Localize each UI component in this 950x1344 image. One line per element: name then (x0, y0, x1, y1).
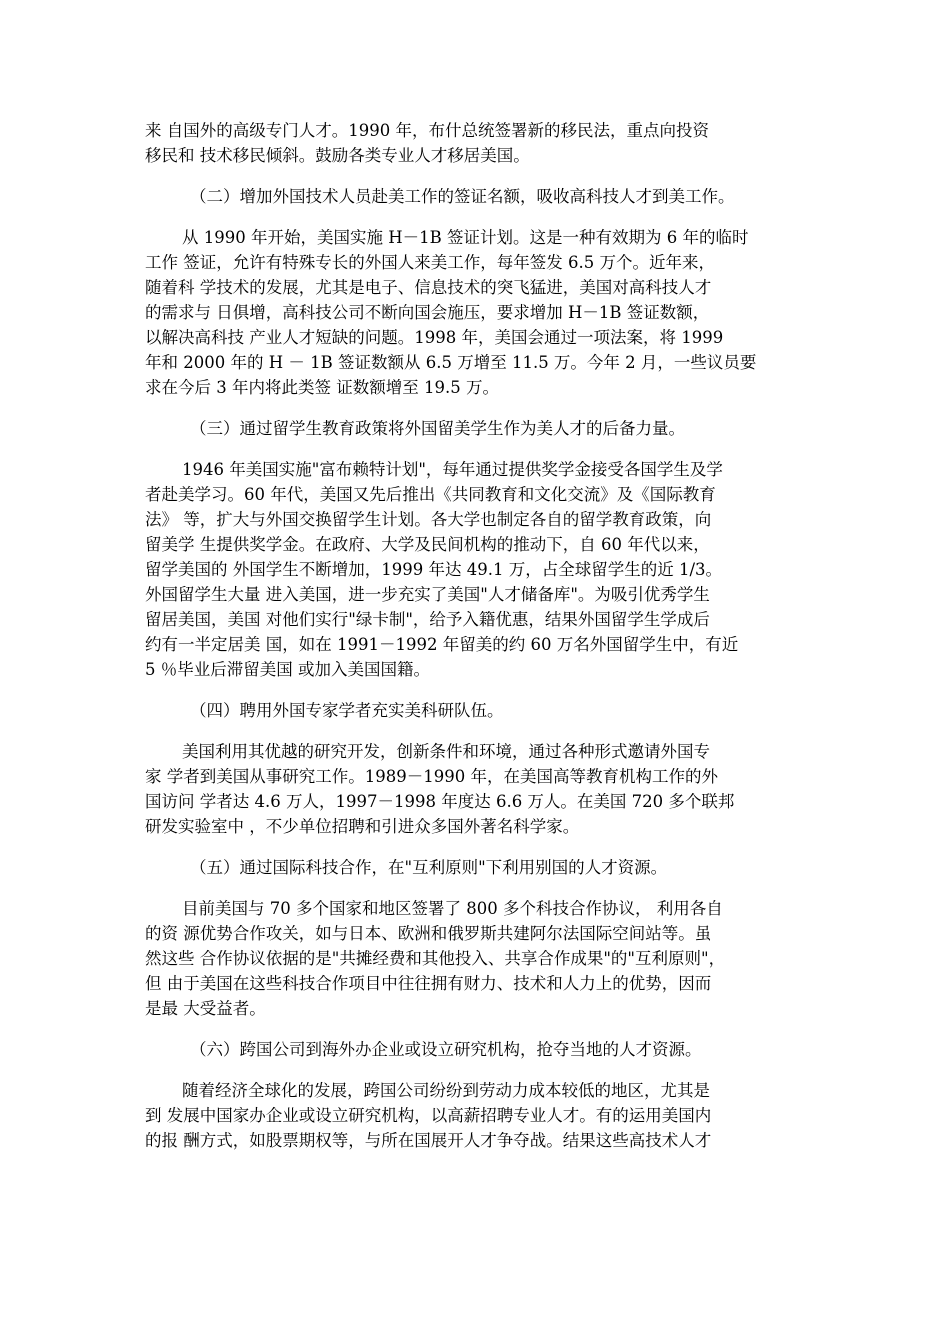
section-heading-2 (145, 184, 813, 209)
text-line: 国访问 学者达 4.6 万人，1997－1998 年度达 6.6 万人。在美国 720 多个联邦 (145, 792, 735, 811)
section-heading-3 (145, 416, 813, 441)
text-line: 年和 2000 年的 H － 1B 签证数额从 6.5 万增至 11.5 万。今年 2 月，一些议员要 (145, 353, 757, 372)
paragraph-immigration-law (145, 118, 813, 168)
text-line: 法》 等，扩大与外国交换留学生计划。各大学也制定各自的留学教育政策，向 (145, 510, 712, 529)
text-line: 者赴美学习。60 年代，美国又先后推出《共同教育和文化交流》及《国际教育 (145, 485, 716, 504)
text-line: 但 由于美国在这些科技合作项目中往往拥有财力、技术和人力上的优势，因而 (145, 974, 712, 993)
text-line: 研发实验室中 ，不少单位招聘和引进众多国外著名科学家。 (145, 817, 580, 836)
paragraph-multinationals (145, 1078, 813, 1153)
text-line: 留学美国的 外国学生不断增加，1999 年达 49.1 万，占全球留学生的近 1/3。 (145, 560, 723, 579)
text-line: 的报 酬方式，如股票期权等，与所在国展开人才争夺战。结果这些高技术人才 (145, 1131, 712, 1150)
text-line: 目前美国与 70 多个国家和地区签署了 800 多个科技合作协议， 利用各自 (182, 899, 723, 918)
heading-text: （二）增加外国技术人员赴美工作的签证名额，吸收高科技人才到美工作。 (190, 187, 735, 206)
text-line: 5 ％毕业后滞留美国 或加入美国国籍。 (145, 660, 430, 679)
text-line: 从 1990 年开始，美国实施 H－1B 签证计划。这是一种有效期为 6 年的临时 (182, 228, 749, 247)
section-heading-6 (145, 1037, 813, 1062)
heading-text: （三）通过留学生教育政策将外国留美学生作为美人才的后备力量。 (190, 419, 685, 438)
text-line: 工作 签证，允许有特殊专长的外国人来美工作，每年签发 6.5 万个。近年来， (145, 253, 715, 272)
paragraph-intl-cooperation (145, 896, 813, 1021)
text-line: 移民和 技术移民倾斜。鼓励各类专业人才移居美国。 (145, 146, 530, 165)
section-heading-5 (145, 855, 813, 880)
text-line: 随着经济全球化的发展，跨国公司纷纷到劳动力成本较低的地区，尤其是 (182, 1081, 710, 1100)
text-line: 到 发展中国家办企业或设立研究机构，以高薪招聘专业人才。有的运用美国内 (145, 1106, 712, 1125)
text-line: 来 自国外的高级专门人才。1990 年，布什总统签署新的移民法，重点向投资 (145, 121, 709, 140)
text-line: 留美学 生提供奖学金。在政府、大学及民间机构的推动下，自 60 年代以来， (145, 535, 710, 554)
paragraph-h1b-visa (145, 225, 813, 400)
text-line: 是最 大受益者。 (145, 999, 266, 1018)
text-line: 的需求与 日俱增，高科技公司不断向国会施压，要求增加 H－1B 签证数额， (145, 303, 710, 322)
text-line: 的资 源优势合作攻关，如与日本、欧洲和俄罗斯共建阿尔法国际空间站等。虽 (145, 924, 712, 943)
heading-text: （四）聘用外国专家学者充实美科研队伍。 (190, 701, 504, 720)
heading-text: （五）通过国际科技合作，在"互利原则"下利用别国的人才资源。 (190, 858, 668, 877)
paragraph-foreign-students (145, 457, 813, 682)
text-line: 外国留学生大量 进入美国，进一步充实了美国"人才储备库"。为吸引优秀学生 (145, 585, 710, 604)
paragraph-foreign-scholars (145, 739, 813, 839)
text-line: 然这些 合作协议依据的是"共摊经费和其他投入、共享合作成果"的"互利原则"， (145, 949, 726, 968)
text-line: 约有一半定居美 国，如在 1991－1992 年留美的约 60 万名外国留学生中，有近 (145, 635, 739, 654)
text-line: 求在今后 3 年内将此类签 证数额增至 19.5 万。 (145, 378, 499, 397)
text-line: 家 学者到美国从事研究工作。1989－1990 年，在美国高等教育机构工作的外 (145, 767, 718, 786)
heading-text: （六）跨国公司到海外办企业或设立研究机构，抢夺当地的人才资源。 (190, 1040, 702, 1059)
section-heading-4 (145, 698, 813, 723)
text-line: 随着科 学技术的发展，尤其是电子、信息技术的突飞猛进，美国对高科技人才 (145, 278, 712, 297)
text-line: 以解决高科技 产业人才短缺的问题。1998 年，美国会通过一项法案，将 1999 (145, 328, 724, 347)
text-line: 1946 年美国实施"富布赖特计划"，每年通过提供奖学金接受各国学生及学 (182, 460, 723, 479)
document-body (145, 118, 813, 1153)
text-line: 留居美国，美国 对他们实行"绿卡制"，给予入籍优惠，结果外国留学生学成后 (145, 610, 710, 629)
text-line: 美国利用其优越的研究开发，创新条件和环境，通过各种形式邀请外国专 (182, 742, 710, 761)
